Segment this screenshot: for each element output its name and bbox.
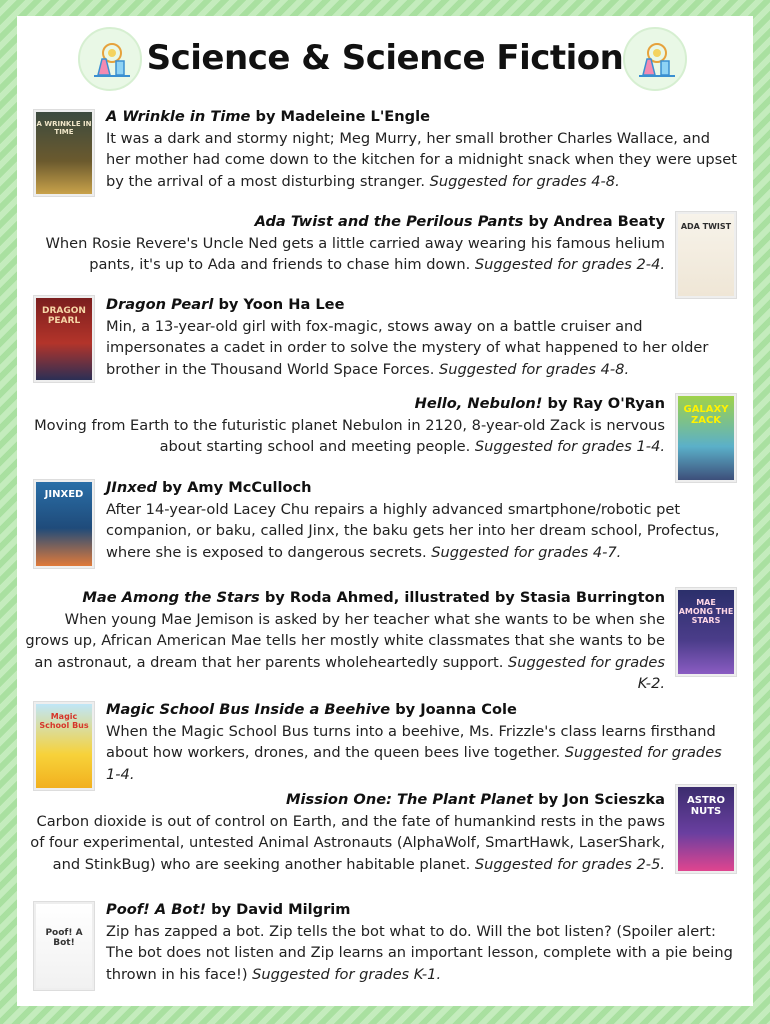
cover-title: GALAXY ZACK [683,404,729,426]
book-description: Moving from Earth to the futuristic planet Nebulon in 2120, 8-year-old Zack is nervous about starting school and meeting people. [34,416,665,455]
book-entry [106,699,738,785]
cover-title: ADA TWIST [680,222,732,231]
book-author: by Amy McCulloch [157,479,312,496]
book-description: Min, a 13-year-old girl with fox-magic, stows away on a battle cruiser and impersonates a cadet in order to solve the mystery of what happened to her older brother in the Thousand World Space Forces. [106,317,709,378]
book-heading [106,479,312,496]
book-heading [82,589,665,606]
book-description: Carbon dioxide is out of control on Earth, and the fate of humankind rests in the paws of four experimental, untested Animal Astronauts (AlphaWolf, SmartHawk, LaserShark, and StinkBug) who are seeking another habitable planet. [30,812,665,873]
book-cover [34,480,94,568]
book-cover [34,296,94,382]
book-grades: Suggested for grades K-2. [508,653,665,692]
book-heading [286,791,665,808]
book-author: by Andrea Beaty [523,213,665,230]
cover-title: Poof! A Bot! [45,928,83,948]
book-heading [106,108,430,125]
cover-title: A WRINKLE IN TIME [36,120,92,136]
book-cover [676,212,736,298]
book-cover [34,902,94,990]
book-grades: Suggested for grades 4-8. [429,172,620,190]
book-cover [34,702,94,790]
book-title: JInxed [106,479,158,496]
book-entry [25,211,665,276]
book-description: After 14-year-old Lacey Chu repairs a highly advanced smartphone/robotic pet companion, or baku, called Jinx, the baku gets her into her dream school, Profectus, where she is exposed to dangerous secrets. [106,500,720,561]
book-entry [25,587,665,695]
cover-title: ASTRO NUTS [687,795,725,817]
book-title: Dragon Pearl [106,296,214,313]
book-description: Zip has zapped a bot. Zip tells the bot what to do. Will the bot listen? (Spoiler alert: The bot does not listen and Zip learns an important lesson, complete with a pie being thrown in his face!) [106,922,733,983]
book-entry [106,106,738,192]
book-title: Poof! A Bot! [106,901,206,918]
book-cover [34,110,94,196]
book-cover [676,785,736,873]
book-grades: Suggested for grades 2-5. [474,855,665,873]
book-entry [106,899,738,985]
cover-title: MAE AMONG THE STARS [678,598,734,625]
book-cover [676,394,736,482]
book-title: Mae Among the Stars [82,589,260,606]
book-title: Magic School Bus Inside a Beehive [106,701,391,718]
page-title: Science & Science Fiction [146,38,624,78]
book-author: by Yoon Ha Lee [213,296,345,313]
book-description: It was a dark and stormy night; Meg Murry, her small brother Charles Wallace, and her mother had come down to the kitchen for a midnight snack when they were upset by the arrival of a most disturbing stranger. [106,129,737,190]
book-title: Hello, Nebulon! [414,395,543,412]
book-heading [106,901,351,918]
book-author: by Ray O'Ryan [542,395,665,412]
cover-title: DRAGON PEARL [42,306,86,326]
book-author: by Jon Scieszka [533,791,665,808]
book-entry [106,294,738,380]
book-description: When the Magic School Bus turns into a beehive, Ms. Frizzle's class learns firsthand about how workers, drones, and the queen bees live together. [106,722,716,761]
book-author: by David Milgrim [206,901,351,918]
book-title: Ada Twist and the Perilous Pants [254,213,524,230]
book-entry [25,789,665,875]
book-grades: Suggested for grades 4-7. [431,543,622,561]
book-author: by Joanna Cole [390,701,517,718]
book-entry [106,477,738,563]
book-heading [255,213,665,230]
book-grades: Suggested for grades 4-8. [438,360,630,378]
book-heading [106,701,517,718]
book-entry [25,393,665,458]
book-heading [415,395,665,412]
book-title: A Wrinkle in Time [106,108,251,125]
book-title: Mission One: The Plant Planet [286,791,534,808]
book-cover [676,588,736,676]
book-description: When Rosie Revere's Uncle Ned gets a little carried away wearing his famous helium pants, it's up to Ada and friends to chase him down. [45,234,665,273]
book-grades: Suggested for grades 1-4. [106,744,722,783]
book-grades: Suggested for grades 2-4. [474,256,665,273]
book-grades: Suggested for grades 1-4. [474,438,665,455]
book-author: by Madeleine L'Engle [250,108,431,125]
book-author: by Roda Ahmed, illustrated by Stasia Burrington [259,589,665,606]
book-grades: Suggested for grades K-1. [252,965,442,983]
cover-title: Magic School Bus [39,712,89,730]
book-heading [106,296,344,313]
cover-title: JINXED [44,489,84,500]
book-description: When young Mae Jemison is asked by her teacher what she wants to be when she grows up, African American Mae tells her mostly white classmates that she wants to be an astronaut, a dream that her parents wholeheartedly support. [25,610,665,671]
